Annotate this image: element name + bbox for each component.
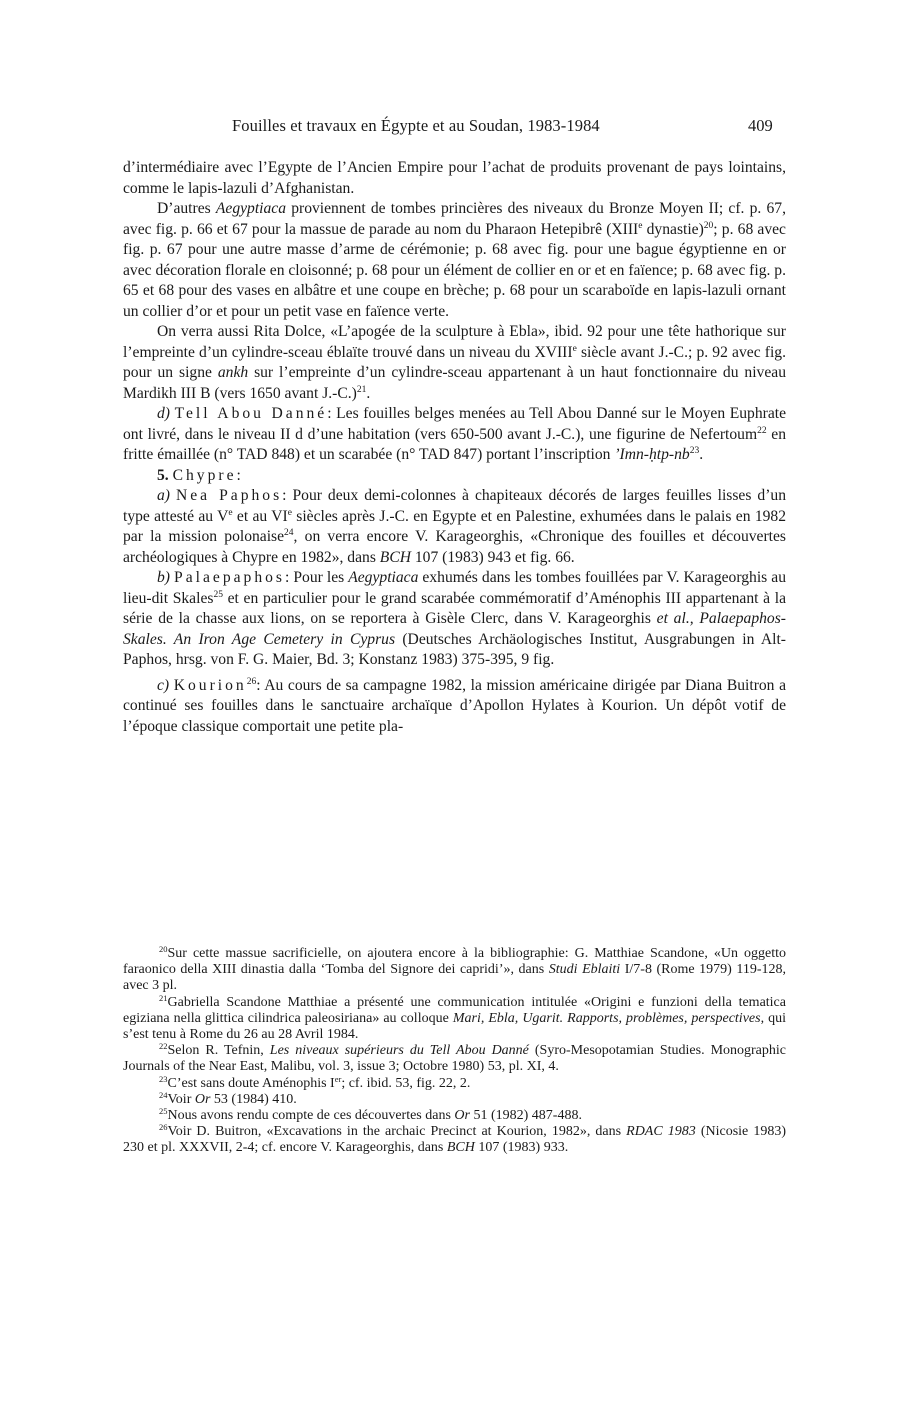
footnote-25: $^{25}$Nous avons rendu compte de ces découvertes dans Or 51 (1982) 487-488. bbox=[159, 1106, 582, 1124]
footnote-26: $^{26}$Voir D. Buitron, «Excavations in the archaic Precinct at Kourion, 1982», dans RDAC 1983 (Nicosie 1983) 230 et pl. XXXVII, 2-4; cf. encore V. Karageorghis, dans BCH 107 (1983) 933. bbox=[123, 1122, 786, 1156]
footnote-ref-24: 24 bbox=[284, 528, 294, 538]
footnote-21: $^{21}$Gabriella Scandone Matthiae a présenté une communication intitulée «Origini e funzioni della tematica egiziana nella glittica cilindrica paleosiriana» au colloque Mari, Ebla, Ugarit. Rapports, problèmes, perspectives, qui s’est tenu à Rome du 26 au 28 Avril 1984. bbox=[123, 992, 786, 1043]
paragraph-aegyptiaca-bronze: D’autres Aegyptiaca proviennent de tombes princières des niveaux du Bronze Moyen II; cf. p. 67, avec fig. p. 66 et 67 pour la massue de parade au nom du Pharaon Hetepibrê (XIIIe dynastie)$^{20}$; p. 68 avec fig. p. 67 pour une autre masse d’arme de cérémonie; p. 68 avec fig. pour une bague égyptienne en or avec décoration florale en cloisonné; p. 68 pour un élément de collier en or et en faïence; p. 68 avec fig. p. 65 et 68 pour des vases en albâtre et une coupe en brèche; p. 68 pour un scaraboïde en lapis-lazuli ornant un collier d’or et pour un petit vase en faïence verte. bbox=[123, 200, 786, 320]
site-name-nea-paphos: Nea Paphos bbox=[176, 487, 283, 504]
footnote-24: $^{24}$Voir Or 53 (1984) 410. bbox=[159, 1089, 297, 1107]
paragraph-kourion: c) Kourion$^{26}$: Au cours de sa campagne 1982, la mission américaine dirigée par Diana Buitron a continué ses fouilles dans le sanctuaire archaïque d’Apollon Hylates à Kourion. Un dépôt votif de l’époque classique comportait une petite pla- bbox=[123, 676, 786, 735]
running-title: Fouilles et travaux en Égypte et au Soudan, 1983-1984 bbox=[232, 116, 600, 135]
body-text bbox=[123, 158, 786, 737]
footnote-ref-21: 21 bbox=[356, 384, 367, 395]
page-number: 409 bbox=[748, 116, 773, 135]
footnote-22: $^{22}$Selon R. Tefnin, Les niveaux supérieurs du Tell Abou Danné (Syro-Mesopotamian Studies. Monographic Journals of the Near East, Malibu, vol. 3, issue 3; Octobre 1980) 53, pl. XI, 4. bbox=[123, 1041, 786, 1075]
paragraph-intro: d’intermédiaire avec l’Egypte de l’Ancien Empire pour l’achat de produits provenant de pays lointains, comme le lapis-lazuli d’Afghanistan. bbox=[123, 159, 786, 197]
site-name-palaepaphos: Palaepaphos bbox=[174, 569, 285, 586]
paragraph-palaepaphos: b) Palaepaphos: Pour les Aegyptiaca exhumés dans les tombes fouillées par V. Karageorghis au lieu-dit Skales$^{25}$ et en particulier pour le grand scarabée commémoratif d’Aménophis III appartenant à la série de la chasse aux lions, on se reportera à Gisèle Clerc, dans V. Karageorghis et al., Palaepaphos-Skales. An Iron Age Cemetery in Cyprus (Deutsches Archäologisches Institut, Ausgrabungen in Alt-Paphos, hrsg. von F. G. Maier, Bd. 3; Konstanz 1983) 375-395, 9 fig. bbox=[123, 569, 786, 668]
footnote-23: $^{23}$C’est sans doute Aménophis Ier; cf. ibid. 53, fig. 22, 2. bbox=[159, 1073, 471, 1091]
paragraph-rita-dolce: On verra aussi Rita Dolce, «L’apogée de la sculpture à Ebla», ibid. 92 pour une tête hathorique sur l’empreinte d’un cylindre-sceau éblaïte trouvé dans un niveau du XVIIIe siècle avant J.-C.; p. 92 avec fig. pour un signe ankh sur l’empreinte d’un cylindre-sceau appartenant à un haut fonctionnaire du niveau Mardikh III B (vers 1650 avant J.-C.)$^{21}$. bbox=[123, 323, 786, 402]
paragraph-tell-abou-danne: d) Tell Abou Danné: Les fouilles belges menées au Tell Abou Danné sur le Moyen Euphrate ont livré, dans le niveau II d d’une habitation (vers 650-500 avant J.-C.), une figurine de Nefertoum$^{22}$ en fritte émaillée (n° TAD 848) et un scarabée (n° TAD 847) portant l’inscription $’Imn-ḥtp-nb^{23}$. bbox=[123, 405, 787, 463]
footnote-ref-25: 25 bbox=[213, 589, 223, 600]
footnote-ref-20: 20 bbox=[703, 220, 714, 231]
paragraph-nea-paphos: a) Nea Paphos: Pour deux demi-colonnes à chapiteaux décorés de larges feuilles lisses d’un type attesté au Ve et au VIe siècles après J.-C. en Egypte et en Palestine, exhumées dans le palais en 1982 par la mission polonaise$^{24}$, on verra encore V. Karageorghis, «Chronique des fouilles et découvertes archéologiques à Chypre en 1982», dans BCH 107 (1983) 943 et fig. 66. bbox=[123, 487, 787, 566]
footnote-20: $^{20}$Sur cette massue sacrificielle, on ajoutera encore à la bibliographie: G. Matthiae Scandone, «Un oggetto faraonico della XIII dinastia dalla ‘Tomba del Signore dei capridi’», dans Studi Eblaiti I/7-8 (Rome 1979) 119-128, avec 3 pl. bbox=[123, 944, 787, 994]
site-name-kourion: Kourion bbox=[173, 676, 247, 694]
footnote-ref-26: 26 bbox=[246, 676, 257, 687]
footnotes bbox=[123, 946, 786, 1157]
footnote-ref-22: 22 bbox=[757, 425, 767, 436]
site-name-tell-abou-danne: Tell Abou Danné bbox=[174, 405, 328, 422]
section-heading-chypre: 5. Chypre: bbox=[157, 466, 241, 484]
footnote-ref-23: 23 bbox=[689, 446, 700, 456]
